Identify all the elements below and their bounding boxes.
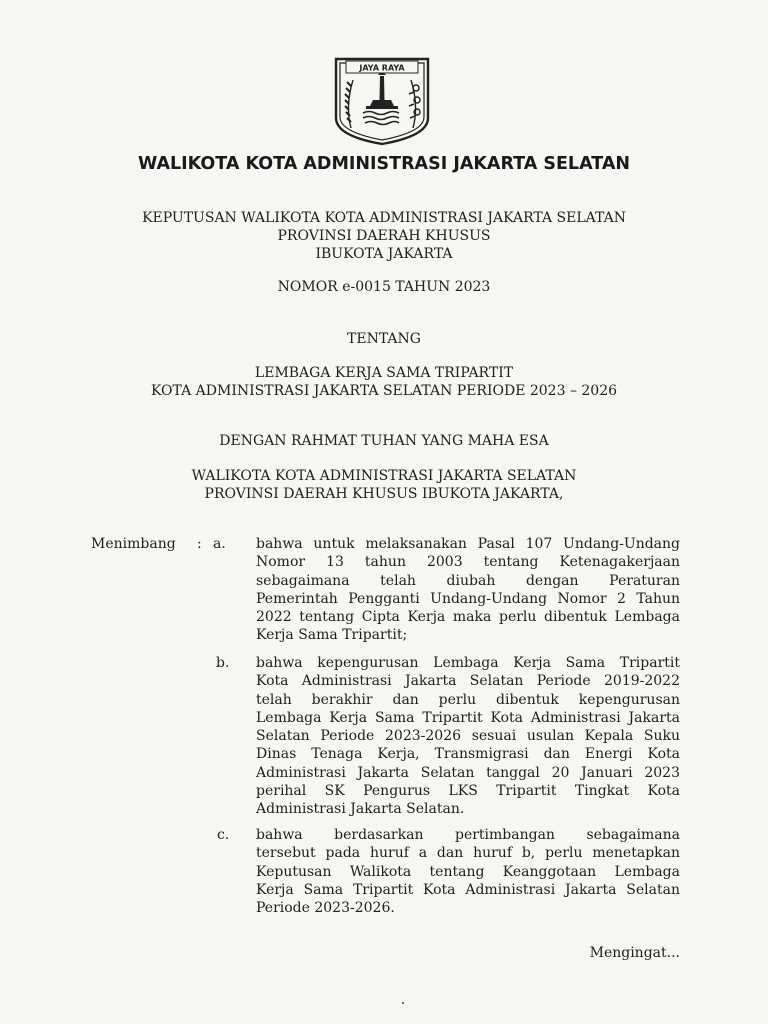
item-b-line: Administrasi Jakarta Selatan tanggal 20 Januari 2023 — [256, 764, 680, 781]
decree-subject-line-1: LEMBAGA KERJA SAMA TRIPARTIT — [254, 365, 514, 381]
item-a-line: Kerja Sama Tripartit; — [256, 627, 408, 644]
issuer-title: WALIKOTA KOTA ADMINISTRASI JAKARTA SELATAN — [137, 154, 631, 174]
considering-item-b — [256, 654, 680, 818]
considering-colon: : — [197, 536, 202, 552]
invocation: DENGAN RAHMAT TUHAN YANG MAHA ESA — [219, 433, 549, 449]
decree-heading-line-2: PROVINSI DAERAH KHUSUS — [277, 228, 491, 244]
decree-about: TENTANG — [347, 331, 421, 347]
item-a-line: sebagaimana telah diubah dengan Peraturan — [256, 572, 680, 589]
decree-number: NOMOR e-0015 TAHUN 2023 — [277, 279, 491, 295]
item-b-line: Administrasi Jakarta Selatan. — [256, 801, 465, 817]
decree-subject-line-2: KOTA ADMINISTRASI JAKARTA SELATAN PERIODE 2023 – 2026 — [150, 383, 618, 399]
item-a-line: Nomor 13 tahun 2003 tentang Ketenagakerjaan — [256, 554, 680, 571]
considering-label: Menimbang — [91, 536, 176, 552]
considering-item-c — [256, 826, 680, 917]
considering-item-a — [256, 535, 680, 645]
item-b-marker: b. — [216, 655, 230, 671]
emblem-motto: JAYA RAYA — [359, 63, 405, 73]
item-a-line: 2022 tentang Cipta Kerja maka perlu dibentuk Lembaga — [256, 609, 680, 625]
authority-line-1: WALIKOTA KOTA ADMINISTRASI JAKARTA SELATAN — [191, 468, 577, 484]
item-a-marker: a. — [213, 536, 226, 552]
next-page-catchword: Mengingat... — [589, 945, 680, 961]
scan-speck — [402, 1002, 404, 1004]
item-c-line: Kerja Sama Tripartit Kota Administrasi Jakarta Selatan — [256, 881, 680, 898]
decree-heading-line-1: KEPUTUSAN WALIKOTA KOTA ADMINISTRASI JAKARTA SELATAN — [142, 210, 626, 226]
item-c-marker: c. — [217, 827, 230, 843]
item-b-line: bahwa kepengurusan Lembaga Kerja Sama Tripartit — [256, 655, 680, 671]
item-b-line: telah berakhir dan perlu dibentuk kepengurusan — [256, 691, 680, 708]
jakarta-emblem-logo — [333, 56, 431, 146]
item-a-line: bahwa untuk melaksanakan Pasal 107 Undang-Undang — [256, 536, 680, 552]
item-b-line: Lembaga Kerja Sama Tripartit Kota Administrasi Jakarta — [256, 709, 680, 726]
item-b-line: Kota Administrasi Jakarta Selatan Periode 2019-2022 — [256, 673, 680, 690]
item-b-line: perihal SK Pengurus LKS Tripartit Tingkat Kota — [256, 782, 680, 799]
authority-line-2: PROVINSI DAERAH KHUSUS IBUKOTA JAKARTA, — [204, 486, 564, 502]
item-a-line: Pemerintah Pengganti Undang-Undang Nomor 2 Tahun — [256, 590, 680, 607]
item-c-line: Periode 2023-2026. — [256, 900, 395, 916]
decree-heading-line-3: IBUKOTA JAKARTA — [315, 246, 453, 262]
item-b-line: Selatan Periode 2023-2026 sesuai usulan Kepala Suku — [256, 728, 680, 744]
item-c-line: bahwa berdasarkan pertimbangan sebagaimana — [256, 827, 680, 843]
item-b-line: Dinas Tenaga Kerja, Transmigrasi dan Energi Kota — [256, 746, 680, 763]
item-c-line: Keputusan Walikota tentang Keanggotaan Lembaga — [256, 863, 680, 880]
item-c-line: tersebut pada huruf a dan huruf b, perlu menetapkan — [256, 845, 680, 862]
